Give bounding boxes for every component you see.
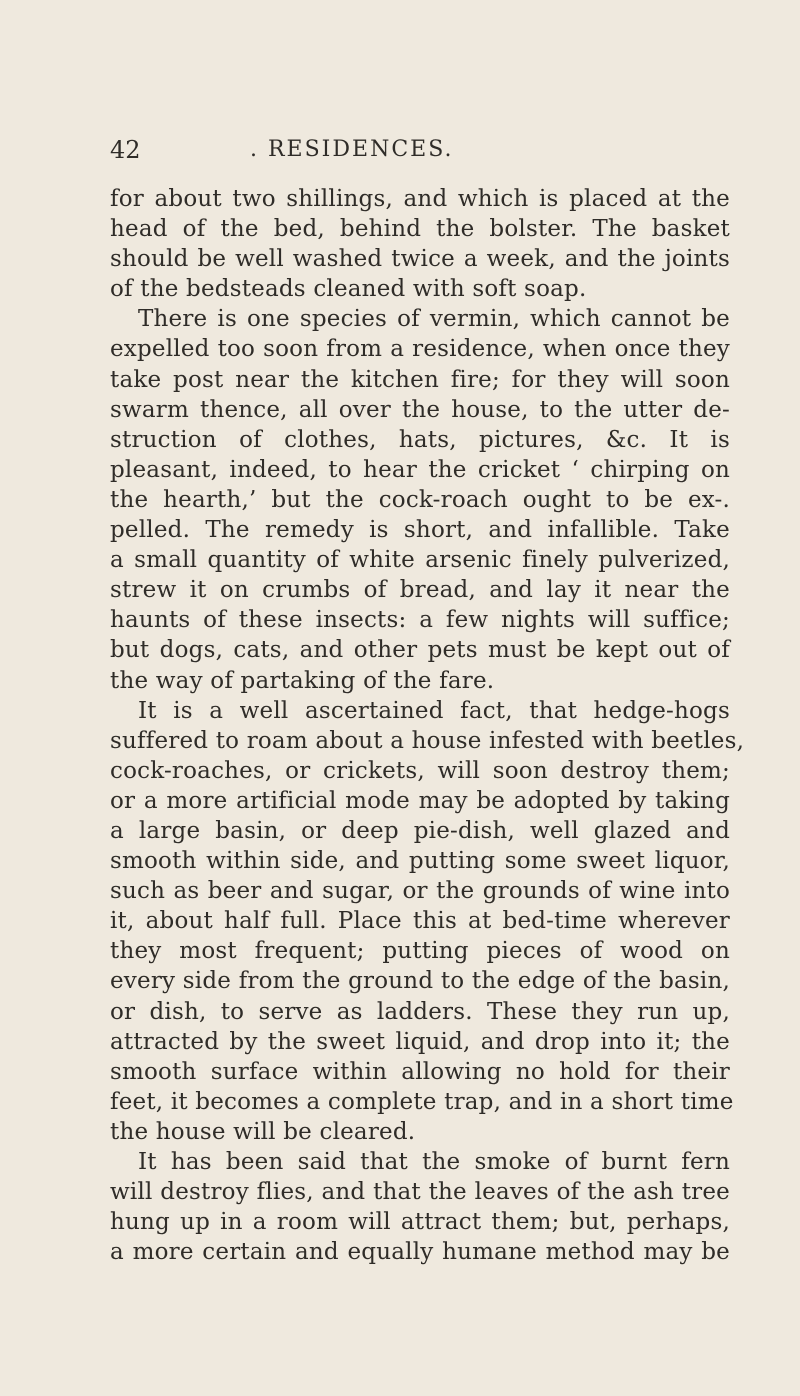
text-line: expelled too soon from a residence, when once they	[110, 336, 730, 363]
text-line: cock-roaches, or crickets, will soon destroy them;	[110, 757, 730, 784]
text-line: will destroy flies, and that the leaves of the ash tree	[110, 1179, 730, 1206]
page-number: 42	[110, 136, 141, 164]
text-line: should be well washed twice a week, and the joints	[110, 246, 730, 273]
text-line: smooth surface within allowing no hold for their	[110, 1058, 730, 1085]
text-line: a small quantity of white arsenic finely pulverized,	[110, 547, 730, 574]
text-line: There is one species of vermin, which cannot be	[138, 306, 730, 333]
text-line: of the bedsteads cleaned with soft soap.	[110, 276, 587, 303]
text-line: head of the bed, behind the bolster. The basket	[110, 216, 730, 243]
body-text	[110, 184, 745, 1267]
text-line: the hearth,’ but the cock-roach ought to be ex-.	[110, 486, 730, 513]
text-line: but dogs, cats, and other pets must be kept out of	[110, 637, 730, 664]
text-line: for about two shillings, and which is placed at the	[110, 186, 730, 212]
running-head-title: . RESIDENCES.	[250, 137, 454, 162]
text-line: haunts of these insects: a few nights will suffice;	[110, 607, 730, 634]
text-line: or a more artificial mode may be adopted by taking	[110, 787, 730, 814]
text-line: they most frequent; putting pieces of wood on	[110, 938, 730, 965]
text-line: such as beer and sugar, or the grounds of wine into	[110, 878, 730, 905]
text-line: attracted by the sweet liquid, and drop into it; the	[110, 1028, 730, 1055]
text-line: strew it on crumbs of bread, and lay it near the	[110, 577, 730, 604]
text-line: suffered to roam about a house infested with beetles,	[110, 727, 745, 754]
text-line: pleasant, indeed, to hear the cricket ‘ chirping on	[110, 456, 730, 483]
text-line: It is a well ascertained fact, that hedge-hogs	[138, 697, 730, 724]
text-line: pelled. The remedy is short, and infallible. Take	[110, 517, 730, 544]
text-line: take post near the kitchen fire; for they will soon	[110, 366, 730, 393]
text-line: it, about half full. Place this at bed-time wherever	[110, 908, 730, 935]
text-line: hung up in a room will attract them; but, perhaps,	[110, 1209, 730, 1236]
text-line: It has been said that the smoke of burnt fern	[138, 1149, 730, 1175]
text-line: a large basin, or deep pie-dish, well glazed and	[110, 817, 730, 844]
text-line: a more certain and equally humane method may be	[110, 1239, 730, 1266]
text-line: every side from the ground to the edge of the basin,	[110, 968, 730, 995]
text-line: the house will be cleared.	[110, 1118, 416, 1145]
text-line: feet, it becomes a complete trap, and in a short time	[110, 1088, 734, 1115]
text-line: swarm thence, all over the house, to the utter de-	[110, 396, 730, 423]
text-line: struction of clothes, hats, pictures, &c. It is	[110, 426, 730, 453]
text-line: smooth within side, and putting some sweet liquor,	[110, 848, 730, 875]
text-line: the way of partaking of the fare.	[110, 667, 495, 694]
running-head	[110, 132, 730, 168]
text-line: or dish, to serve as ladders. These they run up,	[110, 998, 730, 1025]
